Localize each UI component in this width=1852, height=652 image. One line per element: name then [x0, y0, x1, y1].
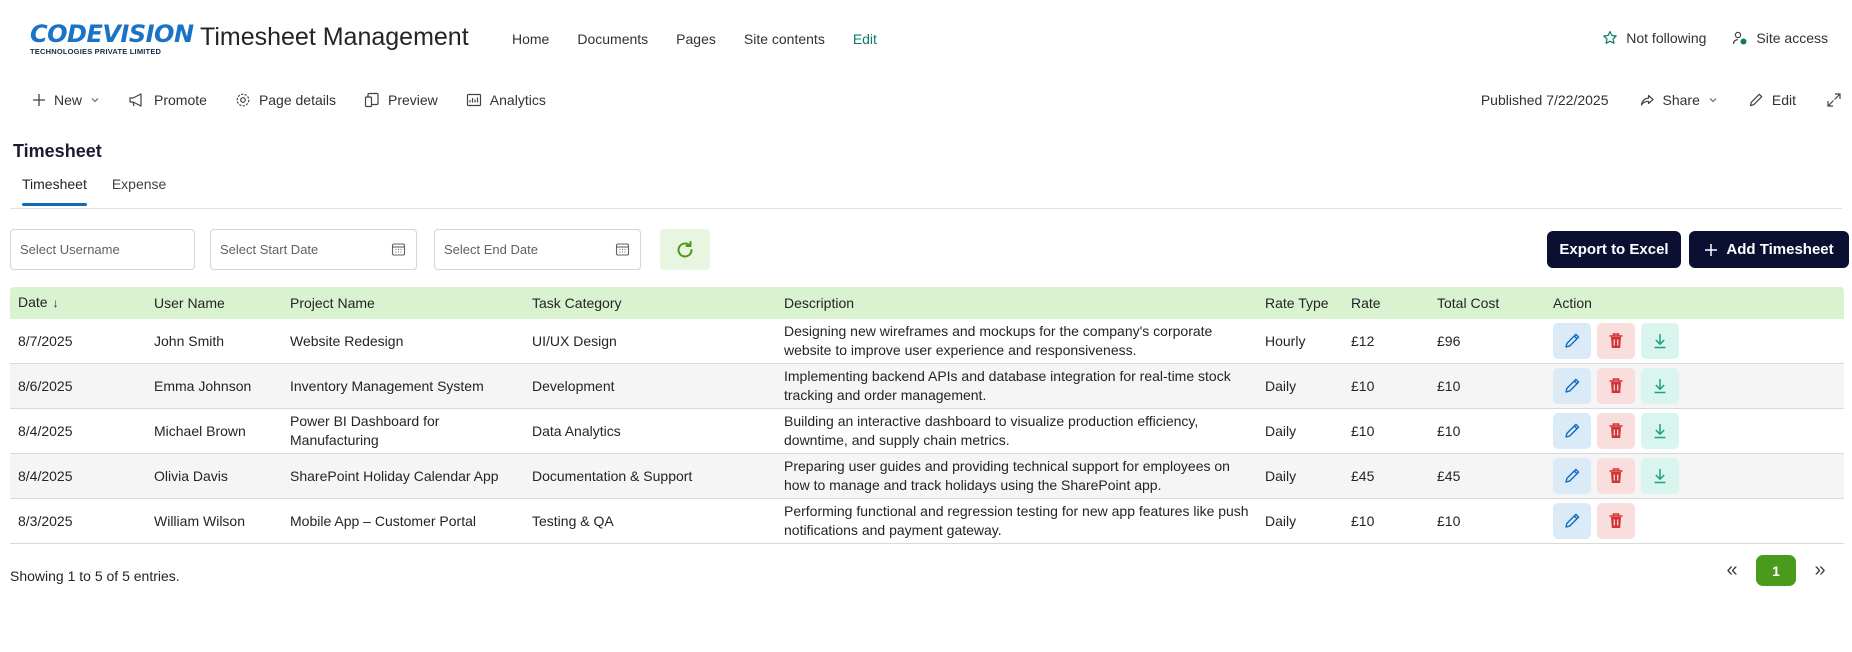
- table-row: [10, 364, 1844, 409]
- end-date-picker[interactable]: [434, 229, 641, 270]
- people-icon: [1732, 30, 1748, 46]
- page-details-button[interactable]: [235, 92, 336, 108]
- table-row: [10, 319, 1844, 364]
- logo-wordmark: [30, 20, 194, 48]
- new-button[interactable]: [32, 92, 100, 108]
- trash-icon: [1608, 332, 1624, 350]
- edit-row-button[interactable]: [1553, 368, 1591, 404]
- nav-documents[interactable]: Documents: [577, 31, 649, 47]
- column-header-rate-type: Rate Type: [1265, 294, 1329, 311]
- trash-icon: [1608, 377, 1624, 395]
- cell-total-cost: £10: [1437, 512, 1461, 529]
- download-icon: [1652, 377, 1668, 395]
- cell-total-cost: £45: [1437, 467, 1461, 484]
- add-label: Add Timesheet: [1726, 241, 1834, 258]
- column-header-user-name: User Name: [154, 294, 225, 311]
- cell-user-name: Olivia Davis: [154, 467, 228, 484]
- refresh-button[interactable]: [660, 229, 710, 270]
- cell-total-cost: £10: [1437, 377, 1461, 394]
- page-number-button[interactable]: 1: [1756, 555, 1796, 586]
- sort-descending-icon: ↓: [52, 296, 59, 310]
- top-navigation: [512, 30, 905, 48]
- chevron-down-icon: [90, 95, 100, 105]
- cell-rate: £12: [1351, 332, 1375, 349]
- pencil-icon: [1748, 92, 1764, 108]
- cell-rate-type: Hourly: [1265, 332, 1306, 349]
- logo-subtitle: TECHNOLOGIES PRIVATE LIMITED: [30, 47, 162, 56]
- plus-icon: [32, 93, 46, 107]
- table-row: [10, 409, 1844, 454]
- preview-label: Preview: [388, 92, 438, 108]
- delete-row-button[interactable]: [1597, 368, 1635, 404]
- cell-rate-type: Daily: [1265, 422, 1297, 439]
- cell-rate: £10: [1351, 422, 1375, 439]
- column-header-action: Action: [1553, 294, 1592, 311]
- analytics-icon: [466, 92, 482, 108]
- export-label: Export to Excel: [1559, 241, 1669, 258]
- logo-wordmark-part-1: CO: [30, 20, 68, 48]
- cell-description: Performing functional and regression testing for new app features like push notifications and payment gateway.: [784, 503, 1249, 538]
- nav-edit[interactable]: Edit: [852, 31, 877, 47]
- star-icon: [1602, 30, 1618, 46]
- site-access-label: Site access: [1756, 30, 1828, 46]
- column-header-total-cost: Total Cost: [1437, 294, 1500, 311]
- cell-rate: £45: [1351, 467, 1375, 484]
- follow-label: Not following: [1626, 30, 1707, 46]
- edit-row-button[interactable]: [1553, 458, 1591, 494]
- cell-date: 8/3/2025: [18, 512, 73, 529]
- share-icon: [1639, 92, 1655, 108]
- add-timesheet-button[interactable]: [1689, 231, 1849, 268]
- column-header-description: Description: [784, 294, 855, 311]
- cell-actions: [1545, 458, 1825, 494]
- cell-date: 8/4/2025: [18, 467, 73, 484]
- expand-button[interactable]: [1826, 92, 1842, 108]
- cell-user-name: William Wilson: [154, 512, 245, 529]
- trash-icon: [1608, 422, 1624, 440]
- table-header: [10, 287, 1844, 319]
- chevron-down-icon: [1708, 95, 1718, 105]
- command-bar-right: [1481, 92, 1842, 108]
- column-header-project-name: Project Name: [290, 294, 375, 311]
- edit-page-button[interactable]: [1748, 92, 1796, 108]
- analytics-button[interactable]: [466, 92, 546, 108]
- cell-rate-type: Daily: [1265, 512, 1297, 529]
- share-button[interactable]: [1639, 92, 1718, 108]
- cell-actions: [1545, 413, 1825, 449]
- pencil-icon: [1563, 512, 1581, 530]
- delete-row-button[interactable]: [1597, 503, 1635, 539]
- cell-total-cost: £96: [1437, 332, 1461, 349]
- gear-icon: [235, 92, 251, 108]
- site-header: [0, 0, 1852, 78]
- pencil-icon: [1563, 332, 1581, 350]
- column-header-rate: Rate: [1351, 294, 1381, 311]
- download-row-button[interactable]: [1641, 458, 1679, 494]
- pencil-icon: [1563, 422, 1581, 440]
- refresh-icon: [674, 239, 696, 261]
- cell-project-name: Website Redesign: [290, 332, 404, 349]
- tab-list: [22, 176, 191, 204]
- entries-summary: Showing 1 to 5 of 5 entries.: [10, 568, 180, 584]
- page-heading: Timesheet: [13, 141, 102, 161]
- cell-user-name: Michael Brown: [154, 422, 246, 439]
- cell-actions: [1545, 323, 1825, 359]
- download-icon: [1652, 332, 1668, 350]
- cell-rate: £10: [1351, 377, 1375, 394]
- cell-user-name: John Smith: [154, 332, 225, 349]
- cell-description: Implementing backend APIs and database integration for real-time stock tracking and order management.: [784, 368, 1231, 403]
- cell-date: 8/4/2025: [18, 422, 73, 439]
- preview-button[interactable]: [364, 92, 438, 108]
- trash-icon: [1608, 512, 1624, 530]
- start-date-picker[interactable]: [210, 229, 417, 270]
- edit-row-button[interactable]: [1553, 503, 1591, 539]
- column-header-date[interactable]: [10, 293, 146, 313]
- promote-label: Promote: [154, 92, 207, 108]
- table-row: [10, 499, 1844, 544]
- edit-label: Edit: [1771, 92, 1796, 108]
- cell-task-category: Data Analytics: [532, 422, 621, 439]
- download-icon: [1652, 467, 1668, 485]
- company-logo[interactable]: [30, 20, 194, 56]
- pagination: [1722, 555, 1830, 586]
- pencil-icon: [1563, 377, 1581, 395]
- logo-wordmark-part-2: DEVISION: [67, 20, 194, 48]
- download-icon: [1652, 422, 1668, 440]
- tab-divider: [10, 208, 1842, 209]
- cell-rate-type: Daily: [1265, 467, 1297, 484]
- cell-description: Preparing user guides and providing technical support for employees on how to manage and track holidays using the SharePoint app.: [784, 458, 1230, 493]
- cell-date: 8/6/2025: [18, 377, 73, 394]
- site-title[interactable]: Timesheet Management: [200, 23, 469, 51]
- edit-row-button[interactable]: [1553, 413, 1591, 449]
- plus-icon: [1704, 243, 1718, 257]
- promote-button[interactable]: [128, 92, 207, 108]
- edit-row-button[interactable]: [1553, 323, 1591, 359]
- command-bar: [0, 88, 1852, 118]
- delete-row-button[interactable]: [1597, 413, 1635, 449]
- tab-timesheet[interactable]: Timesheet: [22, 176, 87, 204]
- preview-icon: [364, 92, 380, 108]
- timesheet-table: [10, 287, 1844, 544]
- delete-row-button[interactable]: [1597, 458, 1635, 494]
- trash-icon: [1608, 467, 1624, 485]
- pencil-icon: [1563, 467, 1581, 485]
- tab-expense[interactable]: Expense: [111, 176, 167, 192]
- published-label: Published 7/22/2025: [1480, 92, 1609, 108]
- previous-page-icon[interactable]: «: [1726, 559, 1738, 581]
- calendar-icon[interactable]: [391, 242, 406, 257]
- cell-rate-type: Daily: [1265, 377, 1297, 394]
- published-status: [1481, 92, 1609, 108]
- column-header-task-category: Task Category: [532, 294, 622, 311]
- cell-project-name: Power BI Dashboard for Manufacturing: [290, 413, 440, 448]
- cell-rate: £10: [1351, 512, 1375, 529]
- cell-actions: [1545, 368, 1825, 404]
- header-actions: [1602, 30, 1828, 46]
- megaphone-icon: [128, 92, 146, 108]
- follow-button[interactable]: [1602, 30, 1706, 46]
- column-header-date-label: Date: [18, 294, 48, 310]
- expand-icon: [1826, 92, 1842, 108]
- next-page-icon[interactable]: »: [1814, 559, 1826, 581]
- cell-description: Designing new wireframes and mockups for the company's corporate website to improve user experience and responsiveness.: [784, 323, 1213, 358]
- cell-project-name: Mobile App – Customer Portal: [290, 512, 476, 529]
- cell-user-name: Emma Johnson: [154, 377, 252, 394]
- cell-project-name: SharePoint Holiday Calendar App: [290, 467, 499, 484]
- cell-actions: [1545, 503, 1825, 539]
- cell-date: 8/7/2025: [18, 332, 73, 349]
- site-access-button[interactable]: [1732, 30, 1828, 46]
- analytics-label: Analytics: [489, 92, 546, 108]
- username-placeholder: Select Username: [20, 242, 120, 257]
- username-select[interactable]: [10, 229, 195, 270]
- cell-total-cost: £10: [1437, 422, 1461, 439]
- end-date-placeholder: Select End Date: [444, 242, 538, 257]
- table-row: [10, 454, 1844, 499]
- delete-row-button[interactable]: [1597, 323, 1635, 359]
- export-to-excel-button[interactable]: [1547, 231, 1681, 268]
- download-row-button[interactable]: [1641, 323, 1679, 359]
- nav-site-contents[interactable]: Site contents: [743, 31, 825, 47]
- download-row-button[interactable]: [1641, 368, 1679, 404]
- cell-task-category: Testing & QA: [532, 512, 614, 529]
- page-details-label: Page details: [258, 92, 336, 108]
- cell-description: Building an interactive dashboard to visualize production efficiency, downtime, and supply chain metrics.: [784, 413, 1199, 448]
- download-row-button[interactable]: [1641, 413, 1679, 449]
- calendar-icon[interactable]: [615, 242, 630, 257]
- cell-task-category: Documentation & Support: [532, 467, 693, 484]
- new-label: New: [54, 92, 83, 108]
- cell-task-category: UI/UX Design: [532, 332, 617, 349]
- command-bar-left: [32, 92, 574, 108]
- nav-pages[interactable]: Pages: [676, 31, 716, 47]
- nav-home[interactable]: Home: [512, 31, 550, 47]
- start-date-placeholder: Select Start Date: [220, 242, 319, 257]
- cell-task-category: Development: [532, 377, 615, 394]
- share-label: Share: [1662, 92, 1700, 108]
- cell-project-name: Inventory Management System: [290, 377, 484, 394]
